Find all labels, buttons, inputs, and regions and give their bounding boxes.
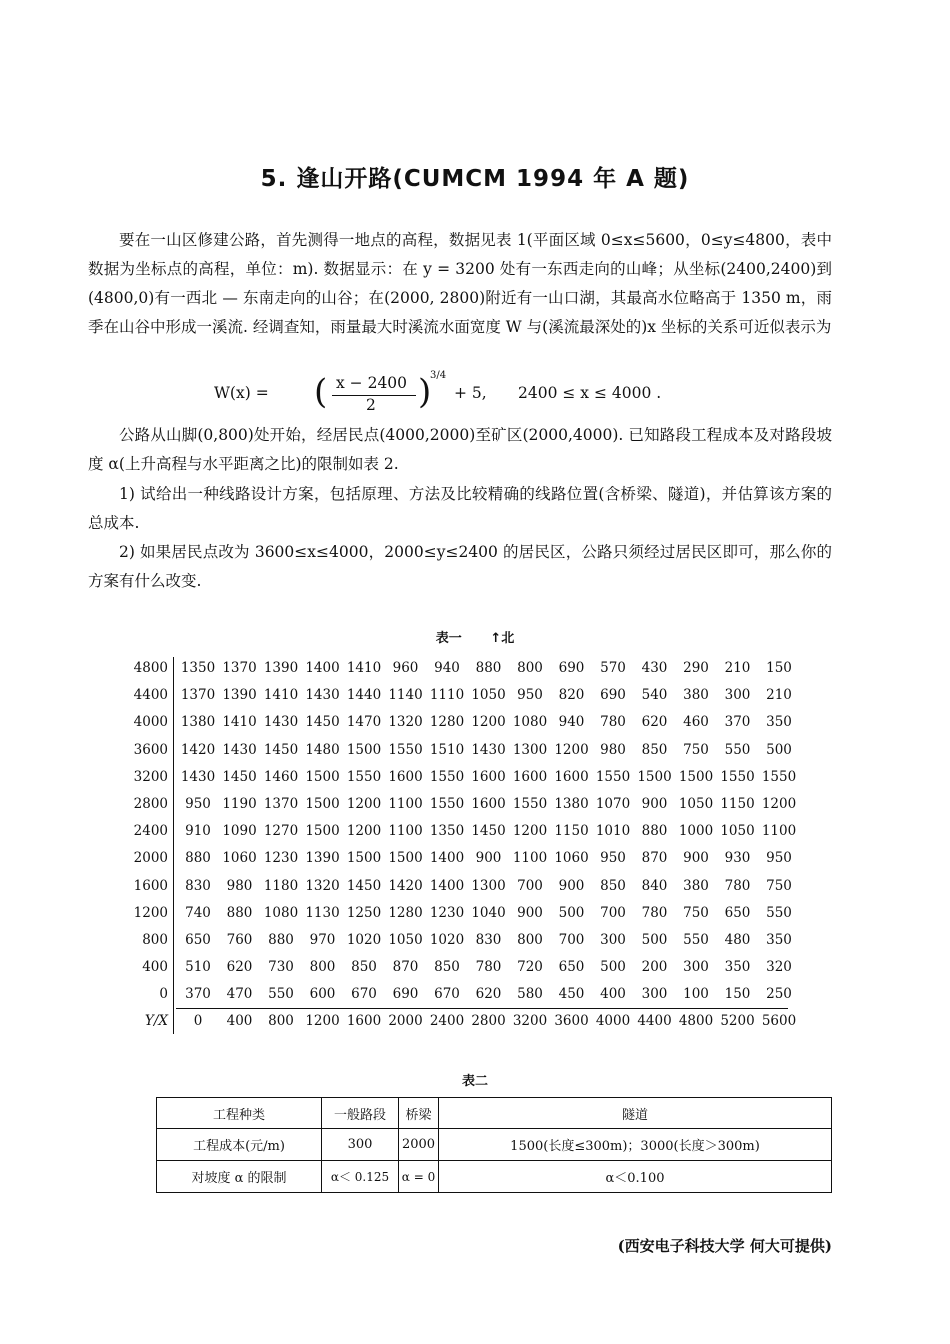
axis-corner-label: Y/X <box>144 1013 168 1030</box>
elevation-cell: 730 <box>268 959 294 976</box>
table1-caption-text: 表一 <box>435 631 462 646</box>
cost-table <box>156 1097 832 1193</box>
elevation-cell: 1080 <box>263 904 299 921</box>
elevation-cell: 1010 <box>595 823 631 840</box>
elevation-cell: 1500 <box>388 850 423 867</box>
formula-condition: 2400 ≤ x ≤ 4000 . <box>518 384 662 402</box>
elevation-cell: 380 <box>683 877 709 894</box>
elevation-cell: 1480 <box>305 741 340 758</box>
elevation-cell: 1550 <box>346 768 382 785</box>
elevation-cell: 1300 <box>512 741 548 758</box>
elevation-cell: 200 <box>641 959 668 976</box>
slope-tunnel: α＜0.100 <box>439 1161 832 1193</box>
elevation-cell: 1200 <box>471 714 506 731</box>
elevation-cell: 450 <box>558 986 585 1003</box>
elevation-cell: 1400 <box>429 850 465 867</box>
elevation-cell: 1050 <box>471 687 506 704</box>
y-coordinate-label: 2800 <box>133 795 168 812</box>
x-coordinate-label: 3200 <box>512 1013 548 1030</box>
elevation-cell: 1020 <box>346 931 382 948</box>
elevation-cell: 1390 <box>305 850 340 867</box>
elevation-cell: 840 <box>641 877 668 894</box>
elevation-cell: 1430 <box>471 741 506 758</box>
elevation-cell: 350 <box>724 959 751 976</box>
table1-caption <box>0 627 950 646</box>
formula-rest: + 5, <box>454 384 487 402</box>
elevation-cell: 1090 <box>222 823 257 840</box>
elevation-cell: 1110 <box>429 687 465 704</box>
elevation-cell: 300 <box>724 687 751 704</box>
elevation-cell: 540 <box>641 687 668 704</box>
elevation-cell: 950 <box>766 850 792 867</box>
x-coordinate-label: 4400 <box>637 1013 672 1030</box>
elevation-cell: 210 <box>724 660 751 676</box>
elevation-cell: 1230 <box>429 904 465 921</box>
elevation-cell: 1020 <box>429 931 465 948</box>
elevation-cell: 1200 <box>761 795 797 812</box>
table-row <box>126 873 794 900</box>
y-coordinate-label: 2400 <box>133 823 168 840</box>
elevation-cell: 780 <box>600 714 626 731</box>
table-row <box>126 709 794 736</box>
elevation-cell: 1420 <box>180 741 216 758</box>
elevation-cell: 670 <box>351 986 377 1003</box>
elevation-cell: 1380 <box>554 795 589 812</box>
elevation-cell: 1440 <box>346 687 382 704</box>
question-2: 2) 如果居民点改为 3600≤x≤4000，2000≤y≤2400 的居民区，公路只须经过居民区即可，那么你的方案有什么改变. <box>88 543 832 590</box>
x-coordinate-label: 0 <box>193 1013 203 1030</box>
elevation-cell: 1320 <box>305 877 340 894</box>
credit-line: (西安电子科技大学 何大可提供) <box>617 1237 832 1255</box>
y-coordinate-label: 1600 <box>133 877 168 894</box>
elevation-cell: 300 <box>600 931 626 948</box>
elevation-cell: 1060 <box>554 850 589 867</box>
y-coordinate-label: 3200 <box>133 768 168 785</box>
elevation-cell: 780 <box>475 959 502 976</box>
elevation-cell: 1280 <box>429 714 465 731</box>
elevation-cell: 1410 <box>263 687 299 704</box>
elevation-cell: 1550 <box>595 768 631 785</box>
elevation-cell: 500 <box>600 959 626 976</box>
elevation-cell: 460 <box>683 714 709 731</box>
slope-row <box>157 1161 832 1193</box>
page-title: 5. 逢山开路(CUMCM 1994 年 A 题) <box>260 166 690 192</box>
table-row <box>126 954 794 981</box>
elevation-cell: 1070 <box>595 795 631 812</box>
elevation-cell: 1550 <box>720 768 755 785</box>
elevation-cell: 1000 <box>678 823 714 840</box>
elevation-cell: 1400 <box>429 877 465 894</box>
elevation-cell: 480 <box>724 931 751 948</box>
elevation-cell: 800 <box>517 931 543 948</box>
cost-table-header <box>157 1098 832 1129</box>
table-row <box>126 981 794 1008</box>
table-row <box>126 682 794 709</box>
x-coordinate-label: 2800 <box>471 1013 506 1030</box>
elevation-cell: 850 <box>434 959 460 976</box>
elevation-cell: 1500 <box>637 768 672 785</box>
elevation-cell: 600 <box>309 986 336 1003</box>
elevation-cell: 1100 <box>761 823 797 840</box>
elevation-cell: 150 <box>766 660 792 676</box>
elevation-cell: 850 <box>641 741 668 758</box>
elevation-cell: 1460 <box>263 768 299 785</box>
elevation-cell: 550 <box>766 904 792 921</box>
elevation-cell: 1550 <box>429 768 465 785</box>
elevation-cell: 1430 <box>222 741 257 758</box>
elevation-cell: 1500 <box>305 823 340 840</box>
elevation-cell: 950 <box>517 687 543 704</box>
elevation-cell: 850 <box>351 959 377 976</box>
header-normal-road: 一般路段 <box>322 1098 399 1129</box>
elevation-cell: 950 <box>600 850 626 867</box>
elevation-cell: 100 <box>683 986 709 1003</box>
elevation-cell: 1510 <box>429 741 465 758</box>
elevation-cell: 370 <box>724 714 751 731</box>
elevation-cell: 1370 <box>222 660 257 676</box>
elevation-cell: 1200 <box>512 823 548 840</box>
table-row <box>126 927 794 954</box>
y-coordinate-label: 400 <box>142 959 168 976</box>
y-coordinate-label: 4400 <box>133 687 168 704</box>
elevation-cell: 880 <box>268 931 294 948</box>
y-coordinate-label: 0 <box>159 986 168 1003</box>
cost-bridge: 2000 <box>399 1129 439 1161</box>
elevation-cell: 250 <box>766 986 792 1003</box>
table1-axis-vertical <box>173 657 174 1034</box>
elevation-cell: 550 <box>268 986 294 1003</box>
question-1: 1) 试给出一种线路设计方案，包括原理、方法及比较精确的线路位置(含桥梁、隧道)，并估算该方案的总成本. <box>88 485 832 532</box>
table1-axis-horizontal <box>176 1008 788 1009</box>
elevation-cell: 690 <box>600 687 626 704</box>
elevation-cell: 1250 <box>346 904 382 921</box>
elevation-cell: 750 <box>683 741 709 758</box>
elevation-table <box>126 655 797 1036</box>
x-coordinate-label: 4000 <box>595 1013 631 1030</box>
elevation-cell: 1550 <box>429 795 465 812</box>
elevation-cell: 1600 <box>512 768 548 785</box>
elevation-cell: 620 <box>641 714 668 731</box>
table2-caption: 表二 <box>461 1074 488 1089</box>
elevation-cell: 740 <box>185 904 211 921</box>
elevation-cell: 880 <box>475 660 502 676</box>
elevation-cell: 470 <box>226 986 253 1003</box>
elevation-cell: 670 <box>434 986 460 1003</box>
elevation-cell: 1600 <box>554 768 589 785</box>
elevation-cell: 1190 <box>222 795 257 812</box>
x-coordinate-label: 400 <box>226 1013 253 1030</box>
elevation-cell: 620 <box>475 986 502 1003</box>
elevation-cell: 1500 <box>305 768 340 785</box>
elevation-cell: 1270 <box>263 823 299 840</box>
width-formula <box>214 372 734 418</box>
table-row <box>126 764 797 791</box>
elevation-cell: 800 <box>517 660 543 676</box>
elevation-cell: 1140 <box>388 687 423 704</box>
elevation-cell: 1280 <box>388 904 423 921</box>
x-coordinate-label: 3600 <box>554 1013 589 1030</box>
elevation-cell: 930 <box>724 850 751 867</box>
elevation-cell: 1370 <box>263 795 299 812</box>
slope-bridge: α = 0 <box>399 1161 439 1193</box>
elevation-cell: 1450 <box>471 823 506 840</box>
elevation-cell: 1100 <box>388 795 423 812</box>
elevation-cell: 690 <box>558 660 585 676</box>
elevation-cell: 1350 <box>180 660 216 676</box>
elevation-cell: 350 <box>766 931 792 948</box>
elevation-cell: 900 <box>475 850 502 867</box>
elevation-cell: 1430 <box>305 687 340 704</box>
elevation-cell: 700 <box>558 931 585 948</box>
elevation-cell: 1420 <box>388 877 423 894</box>
elevation-cell: 1390 <box>222 687 257 704</box>
elevation-cell: 700 <box>600 904 626 921</box>
elevation-cell: 380 <box>683 687 709 704</box>
north-arrow-label: ↑北 <box>490 631 515 646</box>
elevation-cell: 870 <box>641 850 668 867</box>
y-coordinate-label: 4800 <box>133 660 168 676</box>
elevation-cell: 1300 <box>471 877 506 894</box>
header-type: 工程种类 <box>157 1098 322 1129</box>
elevation-cell: 1320 <box>388 714 423 731</box>
elevation-cell: 510 <box>185 959 211 976</box>
elevation-cell: 1500 <box>305 795 340 812</box>
elevation-cell: 430 <box>641 660 668 676</box>
elevation-cell: 980 <box>600 741 626 758</box>
x-coordinate-label: 5600 <box>761 1013 797 1030</box>
elevation-cell: 1450 <box>263 741 299 758</box>
elevation-cell: 350 <box>766 714 792 731</box>
elevation-cell: 1050 <box>720 823 755 840</box>
elevation-cell: 1500 <box>346 850 382 867</box>
elevation-cell: 1200 <box>554 741 589 758</box>
table-row <box>126 791 797 818</box>
elevation-cell: 1050 <box>678 795 714 812</box>
elevation-cell: 750 <box>766 877 792 894</box>
elevation-cell: 720 <box>517 959 543 976</box>
x-coordinate-label: 800 <box>268 1013 294 1030</box>
problem-paragraph-1: 要在一山区修建公路，首先测得一地点的高程，数据见表 1(平面区域 0≤x≤5600，0≤y≤4800，表中数据为坐标点的高程，单位：m). 数据显示：在 y = 3200 处有一东西走向的山峰；从坐标(2400,2400)到(4800,0)有一西北 — 东南走向的山谷；在(2000, 2800)附近有一山口湖，其最高水位略高于 1350 m，雨季在山谷中形成一溪流. 经调查知，雨量最大时溪流水面宽度 W 与(溪流最深处的)x 坐标的关系可近似表示为 <box>88 231 832 336</box>
y-coordinate-label: 1200 <box>133 904 168 921</box>
cost-label: 工程成本(元/m) <box>157 1129 322 1161</box>
elevation-cell: 830 <box>185 877 211 894</box>
elevation-cell: 500 <box>766 741 792 758</box>
y-coordinate-label: 3600 <box>133 741 168 758</box>
x-coordinate-label: 1600 <box>346 1013 382 1030</box>
elevation-cell: 580 <box>517 986 543 1003</box>
table-row <box>126 655 794 682</box>
elevation-cell: 500 <box>641 931 668 948</box>
elevation-cell: 910 <box>185 823 211 840</box>
formula-denominator: 2 <box>366 396 376 414</box>
x-coordinate-label: 5200 <box>720 1013 755 1030</box>
elevation-cell: 550 <box>683 931 709 948</box>
elevation-cell: 1600 <box>471 795 506 812</box>
x-axis-row <box>126 1008 797 1035</box>
x-coordinate-label: 2400 <box>429 1013 465 1030</box>
elevation-cell: 1410 <box>346 660 382 676</box>
elevation-cell: 900 <box>558 877 585 894</box>
formula-numerator: x − 2400 <box>336 374 408 392</box>
elevation-cell: 760 <box>226 931 253 948</box>
table-row <box>126 900 794 927</box>
elevation-cell: 1080 <box>512 714 548 731</box>
elevation-cell: 1550 <box>512 795 548 812</box>
formula-right-paren: ) <box>418 372 432 412</box>
formula-lhs: W(x) = <box>214 384 269 402</box>
elevation-cell: 1450 <box>305 714 340 731</box>
elevation-cell: 980 <box>226 877 253 894</box>
header-bridge: 桥梁 <box>399 1098 439 1129</box>
elevation-cell: 940 <box>434 660 460 676</box>
slope-label: 对坡度 α 的限制 <box>157 1161 322 1193</box>
cost-normal-road: 300 <box>322 1129 399 1161</box>
table-row <box>126 737 794 764</box>
elevation-cell: 1500 <box>678 768 714 785</box>
elevation-cell: 830 <box>475 931 502 948</box>
elevation-cell: 780 <box>724 877 751 894</box>
elevation-cell: 1390 <box>263 660 299 676</box>
elevation-cell: 960 <box>392 660 419 676</box>
elevation-cell: 400 <box>600 986 626 1003</box>
elevation-cell: 1100 <box>388 823 423 840</box>
elevation-cell: 1550 <box>388 741 423 758</box>
elevation-cell: 1600 <box>471 768 506 785</box>
elevation-cell: 1230 <box>263 850 299 867</box>
elevation-cell: 1500 <box>346 741 382 758</box>
table-row <box>126 845 794 872</box>
elevation-cell: 1350 <box>429 823 465 840</box>
elevation-cell: 1430 <box>180 768 216 785</box>
elevation-cell: 320 <box>766 959 792 976</box>
elevation-cell: 1400 <box>305 660 340 676</box>
elevation-cell: 700 <box>517 877 543 894</box>
elevation-cell: 1200 <box>346 823 382 840</box>
elevation-cell: 1050 <box>388 931 423 948</box>
y-coordinate-label: 2000 <box>133 850 168 867</box>
elevation-cell: 690 <box>392 986 419 1003</box>
x-coordinate-label: 4800 <box>678 1013 714 1030</box>
elevation-cell: 880 <box>185 850 211 867</box>
formula-left-paren: ( <box>314 372 328 412</box>
elevation-cell: 900 <box>517 904 543 921</box>
header-tunnel: 隧道 <box>439 1098 832 1129</box>
elevation-cell: 820 <box>558 687 585 704</box>
elevation-cell: 650 <box>558 959 585 976</box>
formula-exponent: 3/4 <box>430 370 447 381</box>
elevation-cell: 1450 <box>346 877 382 894</box>
elevation-cell: 1550 <box>761 768 797 785</box>
problem-paragraph-2: 公路从山脚(0,800)处开始，经居民点(4000,2000)至矿区(2000,4000). 已知路段工程成本及对路段坡度 α(上升高程与水平距离之比)的限制如表 2. <box>88 426 832 473</box>
elevation-cell: 550 <box>724 741 751 758</box>
elevation-cell: 1470 <box>346 714 382 731</box>
elevation-cell: 800 <box>309 959 336 976</box>
elevation-cell: 290 <box>683 660 709 676</box>
elevation-cell: 1410 <box>222 714 257 731</box>
elevation-cell: 1060 <box>222 850 257 867</box>
elevation-cell: 1150 <box>720 795 755 812</box>
elevation-cell: 1380 <box>180 714 216 731</box>
elevation-cell: 570 <box>600 660 626 676</box>
elevation-cell: 1370 <box>180 687 216 704</box>
elevation-cell: 1100 <box>512 850 548 867</box>
elevation-cell: 1040 <box>471 904 506 921</box>
elevation-cell: 950 <box>185 795 211 812</box>
elevation-cell: 1600 <box>388 768 423 785</box>
elevation-cell: 1200 <box>346 795 382 812</box>
slope-normal-road: α＜ 0.125 <box>322 1161 399 1193</box>
elevation-cell: 1450 <box>222 768 257 785</box>
elevation-cell: 850 <box>600 877 626 894</box>
elevation-cell: 650 <box>724 904 751 921</box>
cost-tunnel: 1500(长度≤300m)；3000(长度＞300m) <box>439 1129 832 1161</box>
x-coordinate-label: 1200 <box>305 1013 340 1030</box>
elevation-cell: 620 <box>226 959 253 976</box>
y-coordinate-label: 4000 <box>133 714 168 731</box>
elevation-cell: 650 <box>185 931 211 948</box>
elevation-cell: 370 <box>185 986 211 1003</box>
elevation-cell: 1430 <box>263 714 299 731</box>
elevation-cell: 1150 <box>554 823 589 840</box>
elevation-cell: 880 <box>641 823 668 840</box>
elevation-cell: 500 <box>558 904 585 921</box>
y-coordinate-label: 800 <box>142 931 168 948</box>
elevation-cell: 750 <box>683 904 709 921</box>
elevation-cell: 300 <box>641 986 668 1003</box>
elevation-cell: 970 <box>309 931 336 948</box>
elevation-cell: 900 <box>641 795 668 812</box>
elevation-cell: 870 <box>392 959 419 976</box>
cost-row <box>157 1129 832 1161</box>
elevation-cell: 1130 <box>305 904 340 921</box>
x-coordinate-label: 2000 <box>388 1013 423 1030</box>
table-row <box>126 818 797 845</box>
elevation-cell: 880 <box>226 904 253 921</box>
elevation-cell: 210 <box>766 687 792 704</box>
elevation-cell: 1180 <box>263 877 299 894</box>
elevation-cell: 780 <box>641 904 668 921</box>
elevation-cell: 300 <box>683 959 709 976</box>
elevation-cell: 940 <box>558 714 585 731</box>
elevation-cell: 900 <box>683 850 709 867</box>
elevation-cell: 150 <box>724 986 751 1003</box>
